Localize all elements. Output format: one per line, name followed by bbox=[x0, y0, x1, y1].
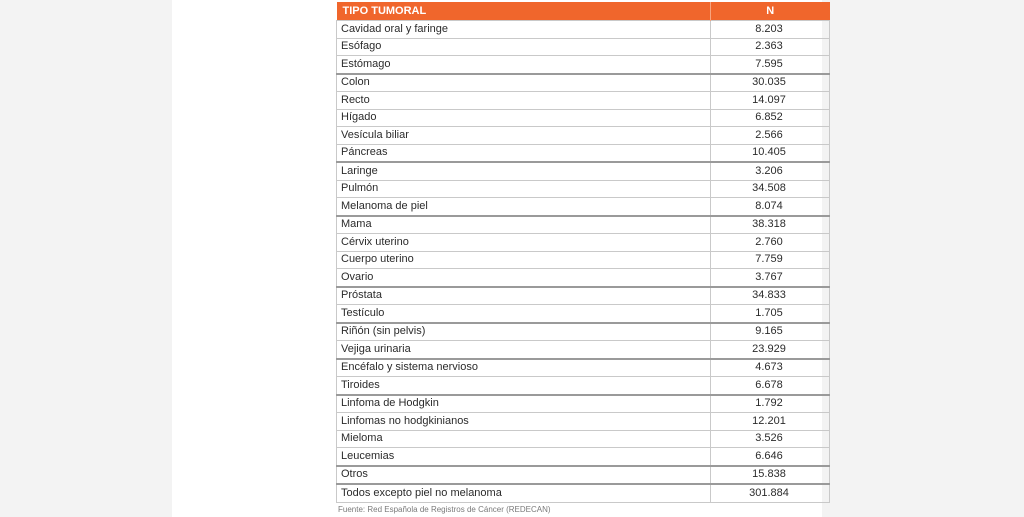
table-row bbox=[337, 38, 830, 56]
table-row bbox=[337, 413, 830, 431]
case-count-cell: 6.646 bbox=[711, 448, 830, 466]
table-row bbox=[337, 377, 830, 395]
case-count-cell: 6.678 bbox=[711, 377, 830, 395]
table-row bbox=[337, 251, 830, 269]
tumor-type-cell: Próstata bbox=[337, 287, 711, 305]
tumor-type-cell: Laringe bbox=[337, 162, 711, 180]
table-row bbox=[337, 144, 830, 162]
case-count-cell: 3.767 bbox=[711, 269, 830, 287]
tumor-type-cell: Melanoma de piel bbox=[337, 198, 711, 216]
table-row bbox=[337, 234, 830, 252]
tumor-type-cell: Testículo bbox=[337, 305, 711, 323]
case-count-cell: 3.206 bbox=[711, 162, 830, 180]
table-row bbox=[337, 359, 830, 377]
tumor-type-cell: Linfomas no hodgkinianos bbox=[337, 413, 711, 431]
tumor-type-cell: Tiroides bbox=[337, 377, 711, 395]
case-count-cell: 38.318 bbox=[711, 216, 830, 234]
case-count-cell: 8.203 bbox=[711, 21, 830, 39]
tumor-type-cell: Otros bbox=[337, 466, 711, 485]
document-page bbox=[172, 0, 822, 517]
case-count-cell: 8.074 bbox=[711, 198, 830, 216]
case-count-cell: 34.833 bbox=[711, 287, 830, 305]
table-row bbox=[337, 395, 830, 413]
tumor-type-cell: Vejiga urinaria bbox=[337, 341, 711, 359]
case-count-cell: 1.705 bbox=[711, 305, 830, 323]
case-count-cell: 2.760 bbox=[711, 234, 830, 252]
table-row bbox=[337, 484, 830, 502]
tumor-type-cell: Leucemias bbox=[337, 448, 711, 466]
table-row bbox=[337, 216, 830, 234]
case-count-cell: 6.852 bbox=[711, 109, 830, 127]
tumor-type-cell: Vesícula biliar bbox=[337, 127, 711, 145]
case-count-cell: 2.566 bbox=[711, 127, 830, 145]
case-count-cell: 15.838 bbox=[711, 466, 830, 485]
header-n: N bbox=[711, 2, 830, 21]
case-count-cell: 30.035 bbox=[711, 74, 830, 92]
table-row bbox=[337, 305, 830, 323]
tumor-type-cell: Cuerpo uterino bbox=[337, 251, 711, 269]
table-row bbox=[337, 21, 830, 39]
table-row bbox=[337, 109, 830, 127]
case-count-cell: 34.508 bbox=[711, 180, 830, 198]
case-count-cell: 10.405 bbox=[711, 144, 830, 162]
case-count-cell: 1.792 bbox=[711, 395, 830, 413]
table-row bbox=[337, 269, 830, 287]
tumor-type-cell: Riñón (sin pelvis) bbox=[337, 323, 711, 341]
tumor-type-cell: Mama bbox=[337, 216, 711, 234]
tumor-type-cell: Cérvix uterino bbox=[337, 234, 711, 252]
case-count-cell: 7.595 bbox=[711, 56, 830, 74]
table-row bbox=[337, 448, 830, 466]
case-count-cell: 9.165 bbox=[711, 323, 830, 341]
table-row bbox=[337, 127, 830, 145]
table-row bbox=[337, 430, 830, 448]
case-count-cell: 23.929 bbox=[711, 341, 830, 359]
tumor-type-cell: Encéfalo y sistema nervioso bbox=[337, 359, 711, 377]
table-row bbox=[337, 180, 830, 198]
case-count-cell: 4.673 bbox=[711, 359, 830, 377]
tumor-type-cell: Mieloma bbox=[337, 430, 711, 448]
tumor-type-cell: Cavidad oral y faringe bbox=[337, 21, 711, 39]
table-row bbox=[337, 198, 830, 216]
case-count-cell: 3.526 bbox=[711, 430, 830, 448]
table-row bbox=[337, 341, 830, 359]
tumor-type-cell: Ovario bbox=[337, 269, 711, 287]
cancer-incidence-table bbox=[336, 2, 830, 503]
tumor-type-cell: Linfoma de Hodgkin bbox=[337, 395, 711, 413]
table-row bbox=[337, 466, 830, 485]
tumor-type-cell: Hígado bbox=[337, 109, 711, 127]
case-count-cell: 7.759 bbox=[711, 251, 830, 269]
case-count-cell: 301.884 bbox=[711, 484, 830, 502]
table-row bbox=[337, 92, 830, 110]
table-header-row bbox=[337, 2, 830, 21]
table-row bbox=[337, 287, 830, 305]
tumor-type-cell: Páncreas bbox=[337, 144, 711, 162]
case-count-cell: 2.363 bbox=[711, 38, 830, 56]
table-row bbox=[337, 162, 830, 180]
table-row bbox=[337, 56, 830, 74]
tumor-type-cell: Todos excepto piel no melanoma bbox=[337, 484, 711, 502]
tumor-type-cell: Colon bbox=[337, 74, 711, 92]
header-tumor-type: TIPO TUMORAL bbox=[337, 2, 711, 21]
table-row bbox=[337, 74, 830, 92]
tumor-type-cell: Estómago bbox=[337, 56, 711, 74]
table-row bbox=[337, 323, 830, 341]
case-count-cell: 12.201 bbox=[711, 413, 830, 431]
tumor-type-cell: Pulmón bbox=[337, 180, 711, 198]
case-count-cell: 14.097 bbox=[711, 92, 830, 110]
source-note: Fuente: Red Española de Registros de Cáncer (REDECAN) bbox=[338, 505, 551, 514]
tumor-type-cell: Recto bbox=[337, 92, 711, 110]
tumor-type-cell: Esófago bbox=[337, 38, 711, 56]
